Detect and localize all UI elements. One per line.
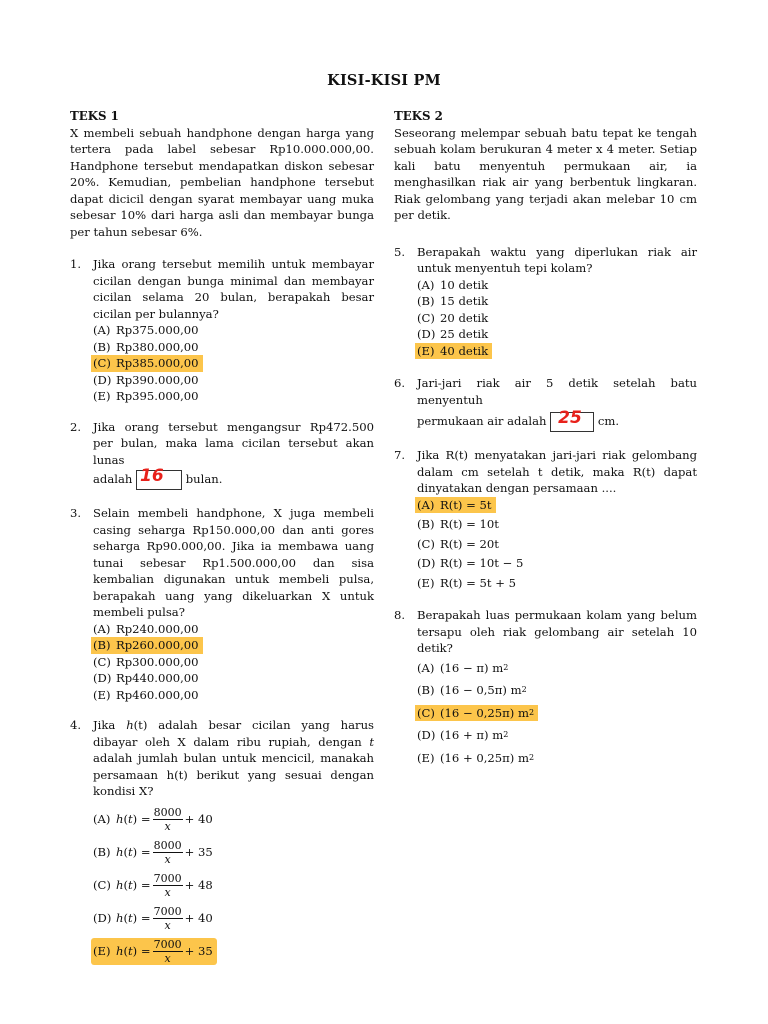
option-b[interactable]: (B) Rp380.000,00 bbox=[93, 339, 199, 354]
option-b[interactable]: (B) h(t) = $\frac{8000}{x}$ + 35 bbox=[93, 838, 213, 866]
option-d[interactable]: (D) Rp390.000,00 bbox=[93, 372, 199, 387]
question-number: 7. bbox=[394, 448, 406, 462]
question-text: Jika R(t) menyatakan jari-jari riak gelombang dalam cm setelah t detik, maka R(t) dapat dinyatakan dengan persamaan .... bbox=[417, 448, 697, 495]
option-b[interactable]: (B) (16 − 0,5π) m 2 bbox=[417, 683, 527, 697]
option-c[interactable]: (C) Rp300.000,00 bbox=[93, 654, 199, 669]
option-e-answer[interactable]: (E) 40 detik bbox=[417, 343, 697, 360]
option-d[interactable]: (D) R(t) = 10t − 5 bbox=[417, 556, 524, 570]
question-6: 6. Jari-jari riak air 5 detik setelah batu menyentuh permukaan air adalah 25 cm. bbox=[394, 375, 697, 432]
question-text: Jika orang tersebut mengangsur Rp472.500 per bulan, maka lama cicilan tersebut akan lunas bbox=[93, 419, 374, 467]
option-d[interactable]: (D) h(t) = $\frac{7000}{x}$ + 40 bbox=[93, 904, 213, 932]
question-number: 6. bbox=[394, 376, 406, 390]
answer-box[interactable] bbox=[550, 408, 594, 432]
question-number: 8. bbox=[394, 608, 406, 622]
question-4 bbox=[70, 717, 374, 969]
option-a[interactable]: (A) 10 detik bbox=[417, 277, 489, 292]
option-a[interactable]: (A) Rp375.000,00 bbox=[93, 323, 199, 337]
teks2-paragraph: Seseorang melempar sebuah batu tepat ke tengah sebuah kolam berukuran 4 meter x 4 meter. Setiap kali batu menyentuh permukaan air, ia menghasilkan riak air yang berbentuk lingkaran. Riak gelombang yang terjadi akan melebar 10 cm per detik. bbox=[394, 125, 697, 222]
handwritten-answer: 25 bbox=[558, 408, 582, 428]
option-e[interactable]: (E) Rp395.000,00 bbox=[93, 389, 199, 403]
question-text: Jari-jari riak air 5 detik setelah batu menyentuh bbox=[417, 376, 697, 407]
option-d[interactable]: (D) 25 detik bbox=[417, 327, 489, 341]
option-c[interactable]: (C) R(t) = 20t bbox=[417, 536, 499, 551]
question-5 bbox=[394, 244, 697, 360]
option-e[interactable]: (E) R(t) = 5t + 5 bbox=[417, 575, 517, 590]
question-number: 1. bbox=[70, 257, 82, 271]
question-2: 2. Jika orang tersebut mengangsur Rp472.500 per bulan, maka lama cicilan tersebut akan lunas adalah 16 bulan. bbox=[70, 419, 374, 491]
teks1-paragraph: X membeli sebuah handphone dengan harga yang tertera pada label sebesar Rp10.000.000,00. Handphone tersebut mendapatkan diskon sebesar 20%. Kemudian, pembelian handphone tersebut dapat dicicil dengan syarat membayar uang muka sebesar 10% dari harga asli dan membayar bunga per tahun sebesar 6%. bbox=[70, 125, 374, 239]
question-text: Berapakah waktu yang diperlukan riak air untuk menyentuh tepi kolam? bbox=[417, 244, 697, 275]
question-number: 2. bbox=[70, 419, 82, 434]
question-1 bbox=[70, 256, 374, 405]
question-text: Berapakah luas permukaan kolam yang belum tersapu oleh riak gelombang air setelah 10 detik? bbox=[417, 608, 697, 655]
question-number: 4. bbox=[70, 718, 82, 732]
option-c[interactable]: (C) h(t) = $\frac{7000}{x}$ + 48 bbox=[93, 871, 213, 899]
option-c-answer[interactable]: (C) Rp385.000,00 bbox=[93, 355, 374, 372]
option-d[interactable]: (D) (16 + π) m 2 bbox=[417, 728, 509, 742]
option-b[interactable]: (B) R(t) = 10t bbox=[417, 517, 499, 531]
right-column bbox=[394, 108, 697, 766]
option-e[interactable]: (E) (16 + 0,25π) m 2 bbox=[417, 750, 535, 765]
option-c-answer[interactable]: (C) (16 − 0,25π) m 2 bbox=[417, 705, 697, 722]
option-b-answer[interactable]: (B) Rp260.000,00 bbox=[93, 637, 374, 654]
question-7 bbox=[394, 447, 697, 591]
option-a-answer[interactable]: (A) R(t) = 5t bbox=[417, 497, 697, 514]
question-text: Jika orang tersebut memilih untuk membayar cicilan dengan bunga minimal dan membayar cicilan selama 20 bulan, berapakah besar cicilan per bulannya? bbox=[93, 257, 374, 321]
question-8 bbox=[394, 607, 697, 766]
teks1-heading: TEKS 1 bbox=[70, 109, 119, 123]
option-c[interactable]: (C) 20 detik bbox=[417, 310, 489, 325]
question-text: Selain membeli handphone, X juga membeli casing seharga Rp150.000,00 dan anti gores seharga Rp90.000,00. Jika ia membawa uang tunai sebesar Rp1.500.000,00 dan sisa kembalian digunakan untuk membeli pulsa, berapakah uang yang dikeluarkan X untuk membeli pulsa? bbox=[93, 506, 374, 619]
handwritten-answer: 16 bbox=[140, 466, 164, 486]
answer-box[interactable] bbox=[136, 466, 182, 490]
option-e[interactable]: (E) Rp460.000,00 bbox=[93, 687, 199, 702]
option-a[interactable]: (A) h(t) = $\frac{8000}{x}$ + 40 bbox=[93, 805, 213, 833]
option-a[interactable]: (A) (16 − π) m 2 bbox=[417, 660, 509, 675]
question-text: Jika h(t) adalah besar cicilan yang harus dibayar oleh X dalam ribu rupiah, dengan t adalah jumlah bulan untuk mencicil, manakah persamaan h(t) berikut yang sesuai dengan kondisi X? bbox=[93, 718, 374, 798]
teks2-heading: TEKS 2 bbox=[394, 109, 443, 123]
page-title: KISI-KISI PM bbox=[327, 72, 441, 89]
question-number: 5. bbox=[394, 244, 406, 259]
option-e-answer[interactable]: (E) h(t) = $\frac{7000}{x}$ + 35 bbox=[93, 938, 374, 965]
question-3 bbox=[70, 505, 374, 703]
question-number: 3. bbox=[70, 506, 82, 520]
option-a[interactable]: (A) Rp240.000,00 bbox=[93, 621, 199, 636]
left-column bbox=[70, 108, 374, 969]
option-b[interactable]: (B) 15 detik bbox=[417, 294, 489, 308]
option-d[interactable]: (D) Rp440.000,00 bbox=[93, 671, 199, 685]
